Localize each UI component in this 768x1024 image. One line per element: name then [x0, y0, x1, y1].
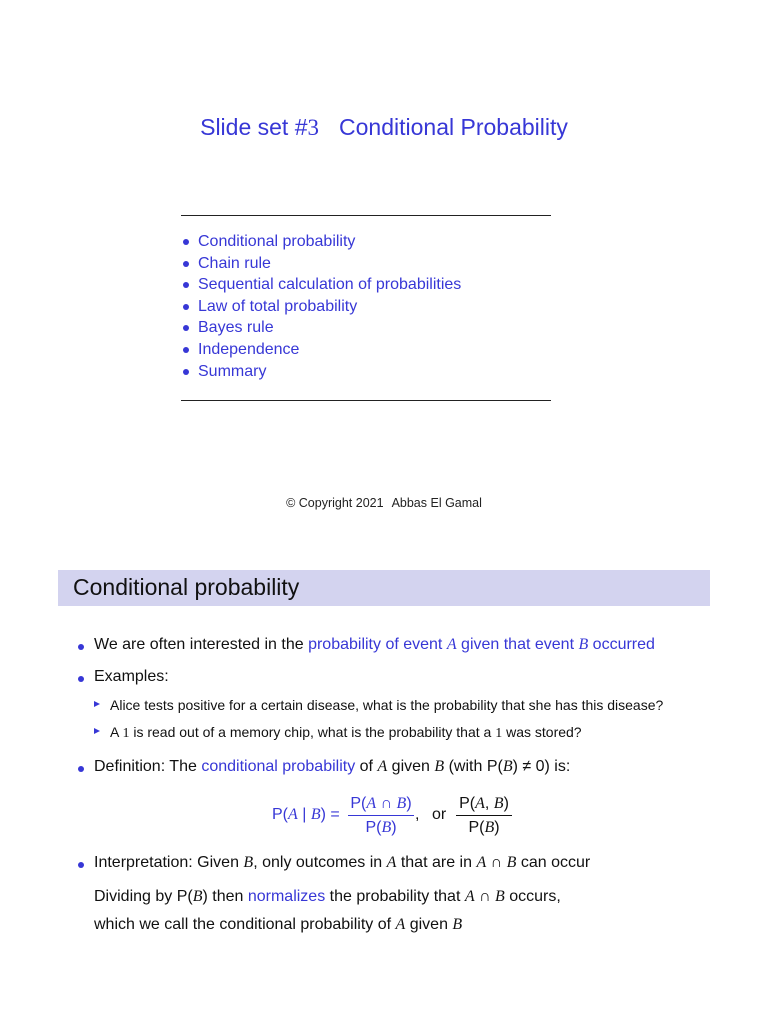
- bullet-icon: [183, 325, 189, 331]
- bullet-icon: [183, 239, 189, 245]
- divider-top: [181, 215, 551, 216]
- bullet-interpretation: Interpretation: Given B, only outcomes in A that are in A ∩ B can occur: [78, 854, 590, 872]
- toc-item: Conditional probability: [181, 231, 461, 253]
- bullet-icon: [183, 282, 189, 288]
- bullet-icon: [78, 766, 84, 772]
- sub-bullet-alice: Alice tests positive for a certain disease, what is the probability that she has this disease?: [94, 697, 663, 713]
- slide-title: [0, 114, 768, 141]
- slide-set-number: 3: [307, 115, 320, 140]
- formula-lhs: P(A | B) =: [272, 806, 340, 823]
- divider-bottom: [181, 400, 551, 401]
- bullet-examples: Examples:: [78, 668, 169, 686]
- bullet-interest: We are often interested in the probability of event A given that event B occurred: [78, 636, 655, 654]
- formula-or: or: [432, 806, 447, 823]
- bullet-icon: [78, 676, 84, 682]
- table-of-contents: [181, 231, 461, 382]
- sub-bullet-memory-chip: A 1 is read out of a memory chip, what is the probability that a 1 was stored?: [94, 724, 582, 742]
- toc-item: Bayes rule: [181, 317, 461, 339]
- bullet-icon: [78, 644, 84, 650]
- slide-set-label: Slide set #: [200, 114, 308, 140]
- section-header-bar: [58, 570, 710, 606]
- bullet-icon: [183, 347, 189, 353]
- toc-item: Sequential calculation of probabilities: [181, 274, 461, 296]
- toc-item: Independence: [181, 339, 461, 361]
- interpretation-continuation-2: which we call the conditional probability of A given B: [94, 916, 463, 933]
- fraction-joint: P(A, B) P(B): [456, 794, 512, 838]
- toc-item: Summary: [181, 361, 461, 383]
- bullet-icon: [78, 862, 84, 868]
- triangle-bullet-icon: [94, 728, 100, 734]
- copyright-text: © Copyright 2021: [286, 496, 384, 510]
- fraction-intersection: P(A ∩ B) P(B): [348, 794, 414, 838]
- bullet-icon: [183, 369, 189, 375]
- bullet-icon: [183, 261, 189, 267]
- author-name: Abbas El Gamal: [391, 496, 482, 510]
- toc-item: Law of total probability: [181, 296, 461, 318]
- slide-title-text: Conditional Probability: [339, 114, 568, 140]
- bullet-icon: [183, 304, 189, 310]
- toc-item: Chain rule: [181, 253, 461, 275]
- copyright-line: [0, 496, 768, 510]
- interpretation-continuation-1: Dividing by P(B) then normalizes the probability that A ∩ B occurs,: [94, 888, 561, 905]
- section-header-title: Conditional probability: [73, 574, 300, 600]
- triangle-bullet-icon: [94, 701, 100, 707]
- bullet-definition: Definition: The conditional probability of A given B (with P(B) ≠ 0) is:: [78, 758, 570, 776]
